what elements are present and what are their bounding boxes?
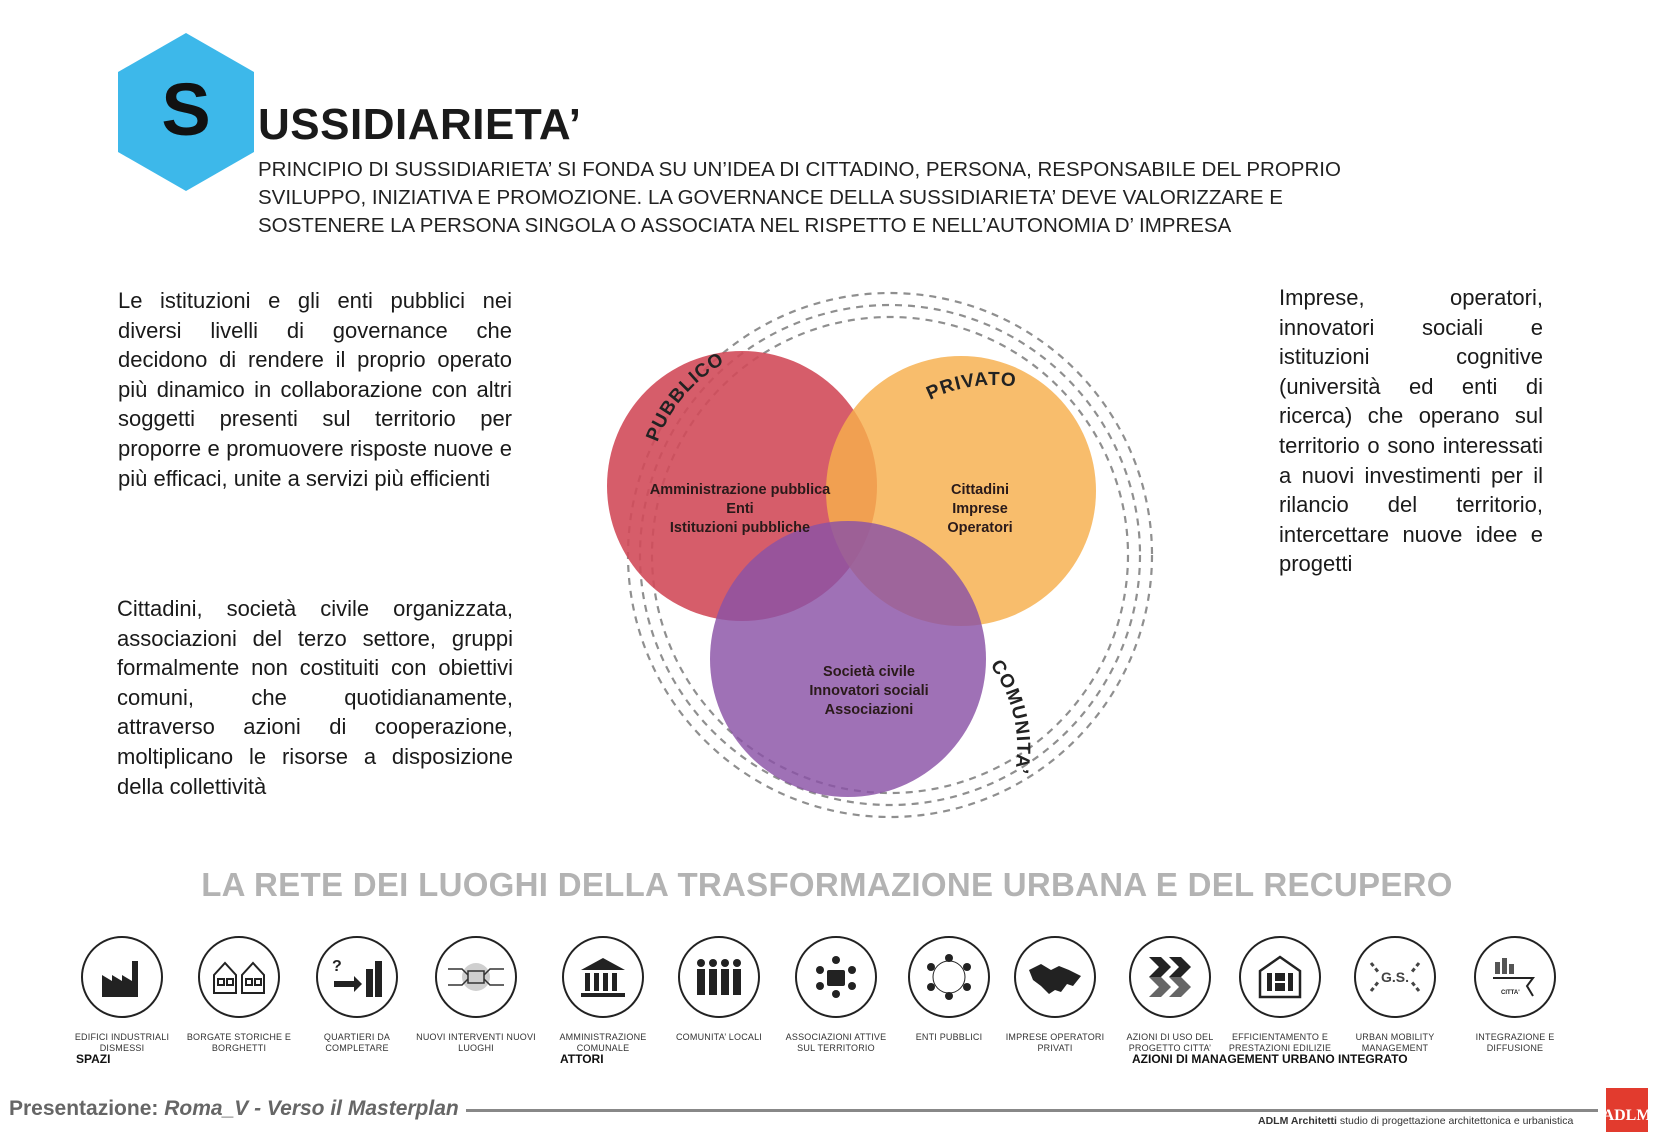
privato-line: Cittadini — [951, 482, 1009, 498]
studio-name: ADLM Architetti — [1258, 1115, 1337, 1127]
factory-icon — [98, 955, 146, 999]
privato-line: Imprese — [952, 501, 1008, 517]
icon-item-network-people — [889, 936, 1009, 1043]
private-description: Imprese, operatori, innovatori sociali e istituzioni cognitive (università ed enti di ricerca) che operano sul territorio o sono interessati a nuovi investimenti per il rilancio del territorio, intercettare nuove idee e progetti — [1279, 285, 1543, 577]
icon-item-meeting — [776, 936, 896, 1054]
icon-label: AMMINISTRAZIONE COMUNALE — [559, 1032, 647, 1053]
icon-item-community — [659, 936, 779, 1043]
handshake-icon — [1027, 960, 1083, 994]
group-label-attori: ATTORI — [560, 1052, 604, 1066]
icon-label: ASSOCIAZIONI ATTIVE SUL TERRITORIO — [785, 1032, 887, 1053]
presentation-title: Roma_V - Verso il Masterplan — [164, 1097, 459, 1120]
adlm-logo — [1602, 1088, 1652, 1132]
icon-item-neighborhood — [297, 936, 417, 1054]
neighborhood-icon — [330, 955, 384, 999]
studio-desc: studio di progettazione architettonica e urbanistica — [1339, 1115, 1574, 1127]
icon-label: INTEGRAZIONE E DIFFUSIONE — [1475, 1032, 1555, 1053]
icon-item-town-hall — [543, 936, 663, 1054]
community-icon — [694, 957, 744, 997]
comunita-line: Associazioni — [824, 702, 914, 718]
icon-item-integration — [1455, 936, 1575, 1054]
venn-diagram — [600, 270, 1180, 840]
efficiency-icon — [1256, 955, 1304, 999]
label-pubblico: PUBBLICO — [642, 348, 729, 445]
svg-text:G.S.: G.S. — [1380, 969, 1410, 985]
svg-text:?: ? — [332, 958, 342, 975]
group-label-spazi: SPAZI — [76, 1052, 111, 1066]
icon-item-factory — [62, 936, 182, 1054]
icon-label: URBAN MOBILITY MANAGEMENT — [1355, 1032, 1435, 1053]
pubblico-line: Enti — [726, 501, 754, 517]
icon-label: COMUNITA’ LOCALI — [675, 1032, 763, 1042]
community-description: Cittadini, società civile organizzata, associazioni del terzo settore, gruppi formalmente non costituiti con obiettivi comuni, che quotidianamente, attraverso azioni di cooperazione, moltiplicano le risorse a disposizione della collettività — [117, 596, 513, 799]
footer-studio — [1258, 1115, 1573, 1127]
network-people-icon — [923, 953, 975, 1001]
houses-icon — [211, 957, 267, 997]
hexagon-letter: S — [161, 68, 211, 151]
icon-label: BORGATE STORICHE E BORGHETTI — [186, 1032, 292, 1053]
logo-text: ADLM — [1602, 1107, 1652, 1124]
intro-line: SVILUPPO, INIZIATIVA E PROMOZIONE. LA GOVERNANCE DELLA SUSSIDIARIETA’ DEVE VALORIZZARE E — [258, 186, 1283, 209]
intro-line: PRINCIPIO DI SUSSIDIARIETA’ SI FONDA SU UN’IDEA DI CITTADINO, PERSONA, RESPONSABILE DEL PROPRIO — [258, 158, 1341, 181]
mobility-icon — [1367, 955, 1423, 999]
footer-divider — [466, 1109, 1598, 1112]
town-hall-icon — [579, 956, 627, 998]
comunita-line: Innovatori sociali — [809, 683, 929, 699]
page-title: USSIDIARIETA’ — [258, 100, 582, 149]
circuit-icon — [446, 955, 506, 999]
icon-label: NUOVI INTERVENTI NUOVI LUOGHI — [416, 1032, 536, 1053]
group-label-azioni: AZIONI DI MANAGEMENT URBANO INTEGRATO — [1132, 1052, 1408, 1066]
label-comunita: COMUNITA’ — [985, 656, 1034, 776]
pubblico-line: Istituzioni pubbliche — [669, 520, 811, 536]
intro-line: SOSTENERE LA PERSONA SINGOLA O ASSOCIATA NEL RISPETTO E NELL’AUTONOMIA D’ IMPRESA — [258, 214, 1232, 237]
icon-item-mobility — [1335, 936, 1455, 1054]
label-privato: PRIVATO — [923, 368, 1018, 405]
privato-line: Operatori — [947, 520, 1013, 536]
icon-label: QUARTIERI DA COMPLETARE — [323, 1032, 391, 1053]
svg-text:CITTA': CITTA' — [1501, 990, 1520, 996]
presentation-label: Presentazione: — [9, 1097, 159, 1120]
pubblico-line: Amministrazione pubblica — [649, 482, 831, 498]
icon-item-efficiency — [1220, 936, 1340, 1054]
comunita-line: Società civile — [823, 664, 915, 680]
svg-text:COMUNITA’ — [986, 656, 1033, 776]
icon-label: AZIONI DI USO DEL PROGETTO CITTA’ — [1126, 1032, 1214, 1053]
circle-comunita — [710, 521, 986, 797]
icon-label: EFFICIENTAMENTO E PRESTAZIONI EDILIZIE — [1228, 1032, 1332, 1053]
icon-row — [0, 936, 1654, 1096]
icon-item-arrows — [1110, 936, 1230, 1054]
intro-text — [258, 156, 1518, 240]
icon-label: ENTI PUBBLICI — [915, 1032, 983, 1042]
arrows-icon — [1145, 953, 1195, 1001]
footer-presentation — [9, 1097, 459, 1121]
public-description: Le istituzioni e gli enti pubblici nei diversi livelli di governance che decidono di rendere il proprio operato più dinamico in collaborazione con altri soggetti presenti sul territorio per proporre e promuovere risposte nuove e più efficaci, unite a servizi più efficienti — [118, 288, 512, 491]
network-title: LA RETE DEI LUOGHI DELLA TRASFORMAZIONE URBANA E DEL RECUPERO — [201, 866, 1453, 903]
meeting-icon — [811, 954, 861, 1000]
icon-item-handshake — [995, 936, 1115, 1054]
icon-item-houses — [179, 936, 299, 1054]
icon-item-circuit — [416, 936, 536, 1054]
icon-label: IMPRESE OPERATORI PRIVATI — [1005, 1032, 1105, 1053]
integration-icon — [1489, 954, 1541, 1000]
icon-label: EDIFICI INDUSTRIALI DISMESSI — [74, 1032, 170, 1053]
